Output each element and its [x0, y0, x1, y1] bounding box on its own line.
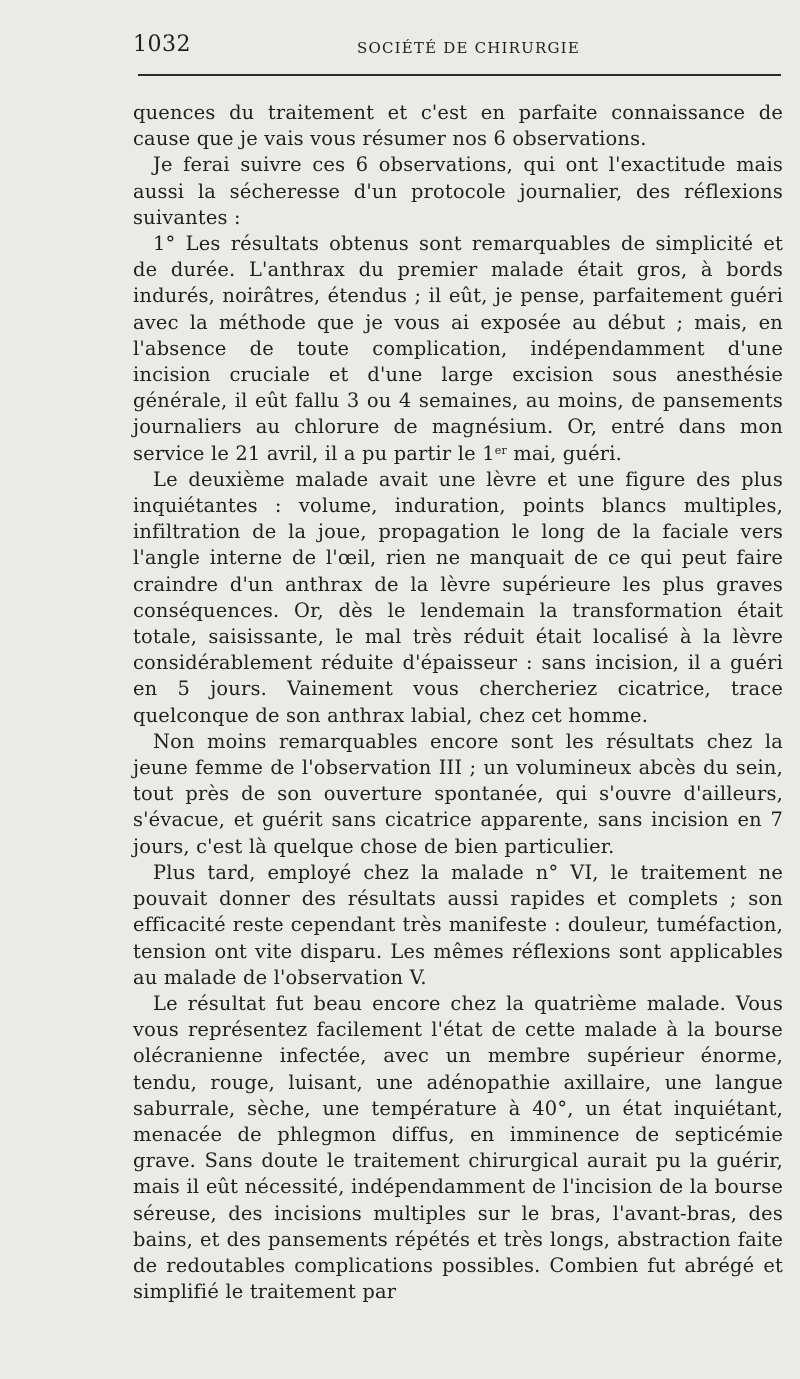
paragraph-point-1: [133, 231, 783, 467]
date-ordinal: er: [494, 443, 507, 457]
running-title: SOCIÉTÉ DE CHIRURGIE: [357, 39, 580, 57]
header-rule: [138, 74, 781, 76]
paragraph-continuation: quences du traitement et c'est en parfaite connaissance de cause que je vais vous résumer nos 6 observations.: [133, 101, 783, 151]
paragraph: Non moins remarquables encore sont les résultats chez la jeune femme de l'observation III ; un volumineux abcès du sein, tout près de son ouverture spontanée, qui s'ouvre d'ailleurs, s'évacue, et guérit sans cicatrice apparente, sans incision en 7 jours, c'est là quelque chose de bien particulier.: [133, 729, 783, 858]
paragraph: Le résultat fut beau encore chez la quatrième malade. Vous vous représentez facilement l'état de cette malade à la bourse olécranienne infectée, avec un membre supérieur énorme, tendu, rouge, luisant, une adénopathie axillaire, une langue saburrale, sèche, une température à 40°, un état inquiétant, menacée de phlegmon diffus, en imminence de septicémie grave. Sans doute le traitement chirurgical aurait pu la guérir, mais il eût nécessité, indépendamment de l'incision de la bourse séreuse, des incisions multiples sur le bras, l'avant-bras, des bains, et des pansements répétés et très longs, abstraction faite de redoutables complications possibles. Combien fut abrégé et simplifié le traitement par: [133, 991, 783, 1304]
paragraph: Plus tard, employé chez la malade n° VI, le traitement ne pouvait donner des résultats aussi rapides et complets ; son efficacité reste cependant très manifeste : douleur, tuméfaction, tension ont vite disparu. Les mêmes réflexions sont applicables au malade de l'observation V.: [133, 860, 783, 989]
paragraph-text: 1° Les résultats obtenus sont remarquables de simplicité et de durée. L'anthrax du premier malade était gros, à bords indurés, noirâtres, étendus ; il eût, je pense, parfaitement guéri avec la méthode que je vous ai exposée au début ; mais, en l'absence de toute complication, indépendamment d'une incision cruciale et d'une large excision sous anesthésie générale, il eût fallu 3 ou 4 semaines, au moins, de pansements journaliers au chlorure de magnésium. Or, entré dans mon service le 21 avril, il a pu partir le: [133, 232, 783, 465]
date-day: 1: [482, 441, 495, 465]
body-text: [133, 100, 783, 1305]
date-rest: mai, guéri.: [506, 441, 623, 465]
paragraph: Je ferai suivre ces 6 observations, qui ont l'exactitude mais aussi la sécheresse d'un protocole journalier, des réflexions suivantes :: [133, 153, 783, 229]
page-number: 1032: [133, 32, 191, 57]
page-header: [133, 32, 781, 62]
paragraph: Le deuxième malade avait une lèvre et une figure des plus inquiétantes : volume, induration, points blancs multiples, infiltration de la joue, propagation le long de la faciale vers l'angle interne de l'œil, rien ne manquait de ce qui peut faire craindre d'un anthrax de la lèvre supérieure les plus graves conséquences. Or, dès le lendemain la transformation était totale, saisissante, le mal très réduit était localisé à la lèvre considérablement réduite d'épaisseur : sans incision, il a guéri en 5 jours. Vainement vous chercheriez cicatrice, trace quelconque de son anthrax labial, chez cet homme.: [133, 467, 783, 727]
